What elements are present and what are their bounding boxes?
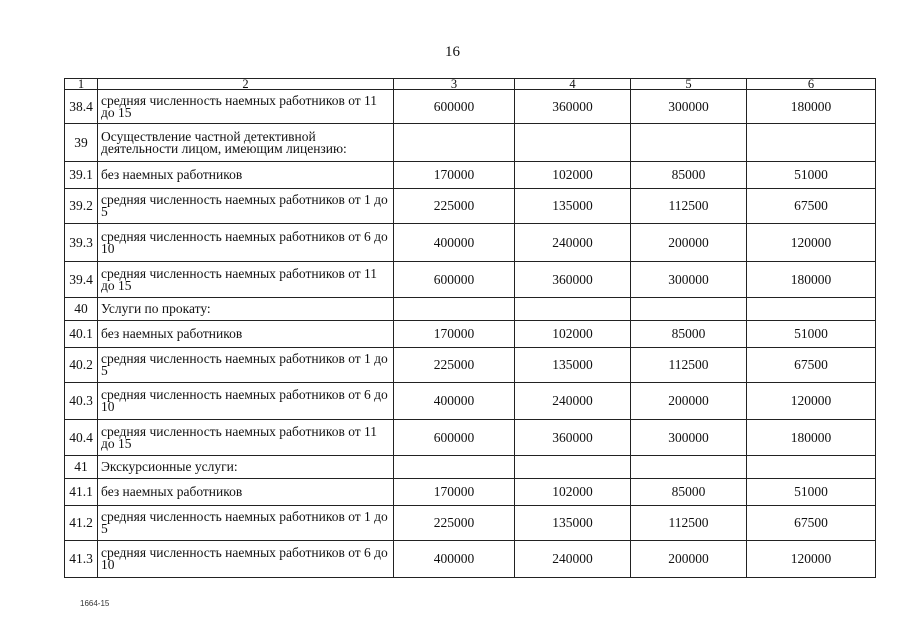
- value-col-5: 112500: [631, 348, 747, 383]
- value-col-4: 240000: [515, 224, 631, 262]
- value-col-6: 120000: [747, 541, 876, 578]
- row-number: 41: [65, 456, 98, 479]
- document-code: 1664-15: [80, 599, 110, 608]
- column-header-6: 6: [747, 79, 876, 90]
- column-header-5: 5: [631, 79, 747, 90]
- value-col-3: 225000: [394, 506, 515, 541]
- value-col-3: 170000: [394, 162, 515, 189]
- value-col-5: 85000: [631, 162, 747, 189]
- row-description: без наемных работников: [98, 479, 394, 506]
- value-col-6: [747, 124, 876, 162]
- row-number: 40.1: [65, 321, 98, 348]
- row-description: средняя численность наемных работников от 6 до 10: [98, 224, 394, 262]
- value-col-4: 135000: [515, 348, 631, 383]
- row-number: 40.4: [65, 420, 98, 456]
- value-col-4: 135000: [515, 506, 631, 541]
- value-col-4: 360000: [515, 90, 631, 124]
- row-number: 40.2: [65, 348, 98, 383]
- page-number: 16: [445, 44, 460, 60]
- value-col-6: 51000: [747, 321, 876, 348]
- value-col-4: 102000: [515, 321, 631, 348]
- value-col-3: [394, 298, 515, 321]
- value-col-6: 180000: [747, 262, 876, 298]
- row-description: средняя численность наемных работников от 11 до 15: [98, 262, 394, 298]
- column-header-1: 1: [65, 79, 98, 90]
- value-col-4: 240000: [515, 383, 631, 420]
- value-col-5: 300000: [631, 420, 747, 456]
- value-col-3: 400000: [394, 224, 515, 262]
- value-col-4: 135000: [515, 189, 631, 224]
- row-number: 40: [65, 298, 98, 321]
- column-header-3: 3: [394, 79, 515, 90]
- value-col-6: 120000: [747, 224, 876, 262]
- table-row: [65, 383, 876, 420]
- value-col-3: [394, 456, 515, 479]
- column-header-2: 2: [98, 79, 394, 90]
- row-number: 40.3: [65, 383, 98, 420]
- table-header-row: [65, 79, 876, 90]
- value-col-5: 112500: [631, 506, 747, 541]
- value-col-4: 240000: [515, 541, 631, 578]
- value-col-3: 600000: [394, 262, 515, 298]
- value-col-4: 102000: [515, 162, 631, 189]
- value-col-4: 360000: [515, 262, 631, 298]
- value-col-6: 120000: [747, 383, 876, 420]
- value-col-4: [515, 456, 631, 479]
- value-col-5: 112500: [631, 189, 747, 224]
- table-row: [65, 162, 876, 189]
- row-description: Экскурсионные услуги:: [98, 456, 394, 479]
- value-col-5: 85000: [631, 321, 747, 348]
- value-col-5: 200000: [631, 383, 747, 420]
- table-row: [65, 262, 876, 298]
- table-row: [65, 456, 876, 479]
- value-col-6: 180000: [747, 420, 876, 456]
- value-col-5: 85000: [631, 479, 747, 506]
- value-col-3: [394, 124, 515, 162]
- value-col-5: 300000: [631, 262, 747, 298]
- table-row: [65, 541, 876, 578]
- table-row: [65, 506, 876, 541]
- row-number: 39: [65, 124, 98, 162]
- row-description: Осуществление частной детективной деятельности лицом, имеющим лицензию:: [98, 124, 394, 162]
- value-col-6: 51000: [747, 162, 876, 189]
- row-number: 39.1: [65, 162, 98, 189]
- value-col-3: 600000: [394, 420, 515, 456]
- row-description: средняя численность наемных работников от 1 до 5: [98, 348, 394, 383]
- value-col-3: 170000: [394, 321, 515, 348]
- value-col-3: 225000: [394, 189, 515, 224]
- table-row: [65, 321, 876, 348]
- value-col-6: 67500: [747, 189, 876, 224]
- row-number: 41.2: [65, 506, 98, 541]
- value-col-5: [631, 124, 747, 162]
- row-description: без наемных работников: [98, 321, 394, 348]
- table-row: [65, 124, 876, 162]
- value-col-6: 67500: [747, 348, 876, 383]
- row-description: средняя численность наемных работников от 1 до 5: [98, 506, 394, 541]
- value-col-6: 67500: [747, 506, 876, 541]
- value-col-3: 600000: [394, 90, 515, 124]
- value-col-3: 400000: [394, 541, 515, 578]
- value-col-6: [747, 298, 876, 321]
- row-number: 41.1: [65, 479, 98, 506]
- tariff-table: [64, 78, 876, 578]
- value-col-3: 400000: [394, 383, 515, 420]
- row-number: 41.3: [65, 541, 98, 578]
- value-col-5: [631, 298, 747, 321]
- value-col-6: 180000: [747, 90, 876, 124]
- table-row: [65, 348, 876, 383]
- row-description: средняя численность наемных работников от 1 до 5: [98, 189, 394, 224]
- value-col-5: 200000: [631, 541, 747, 578]
- value-col-3: 225000: [394, 348, 515, 383]
- value-col-6: [747, 456, 876, 479]
- column-header-4: 4: [515, 79, 631, 90]
- row-number: 38.4: [65, 90, 98, 124]
- row-description: без наемных работников: [98, 162, 394, 189]
- row-description: средняя численность наемных работников от 11 до 15: [98, 90, 394, 124]
- value-col-3: 170000: [394, 479, 515, 506]
- table-row: [65, 189, 876, 224]
- table-row: [65, 90, 876, 124]
- value-col-4: [515, 298, 631, 321]
- row-description: средняя численность наемных работников от 6 до 10: [98, 541, 394, 578]
- table-row: [65, 298, 876, 321]
- value-col-6: 51000: [747, 479, 876, 506]
- value-col-5: 300000: [631, 90, 747, 124]
- value-col-5: 200000: [631, 224, 747, 262]
- value-col-4: 102000: [515, 479, 631, 506]
- row-number: 39.2: [65, 189, 98, 224]
- value-col-4: 360000: [515, 420, 631, 456]
- table-row: [65, 224, 876, 262]
- table-row: [65, 479, 876, 506]
- value-col-5: [631, 456, 747, 479]
- table-row: [65, 420, 876, 456]
- value-col-4: [515, 124, 631, 162]
- row-description: средняя численность наемных работников от 6 до 10: [98, 383, 394, 420]
- row-description: средняя численность наемных работников от 11 до 15: [98, 420, 394, 456]
- row-number: 39.3: [65, 224, 98, 262]
- row-number: 39.4: [65, 262, 98, 298]
- row-description: Услуги по прокату:: [98, 298, 394, 321]
